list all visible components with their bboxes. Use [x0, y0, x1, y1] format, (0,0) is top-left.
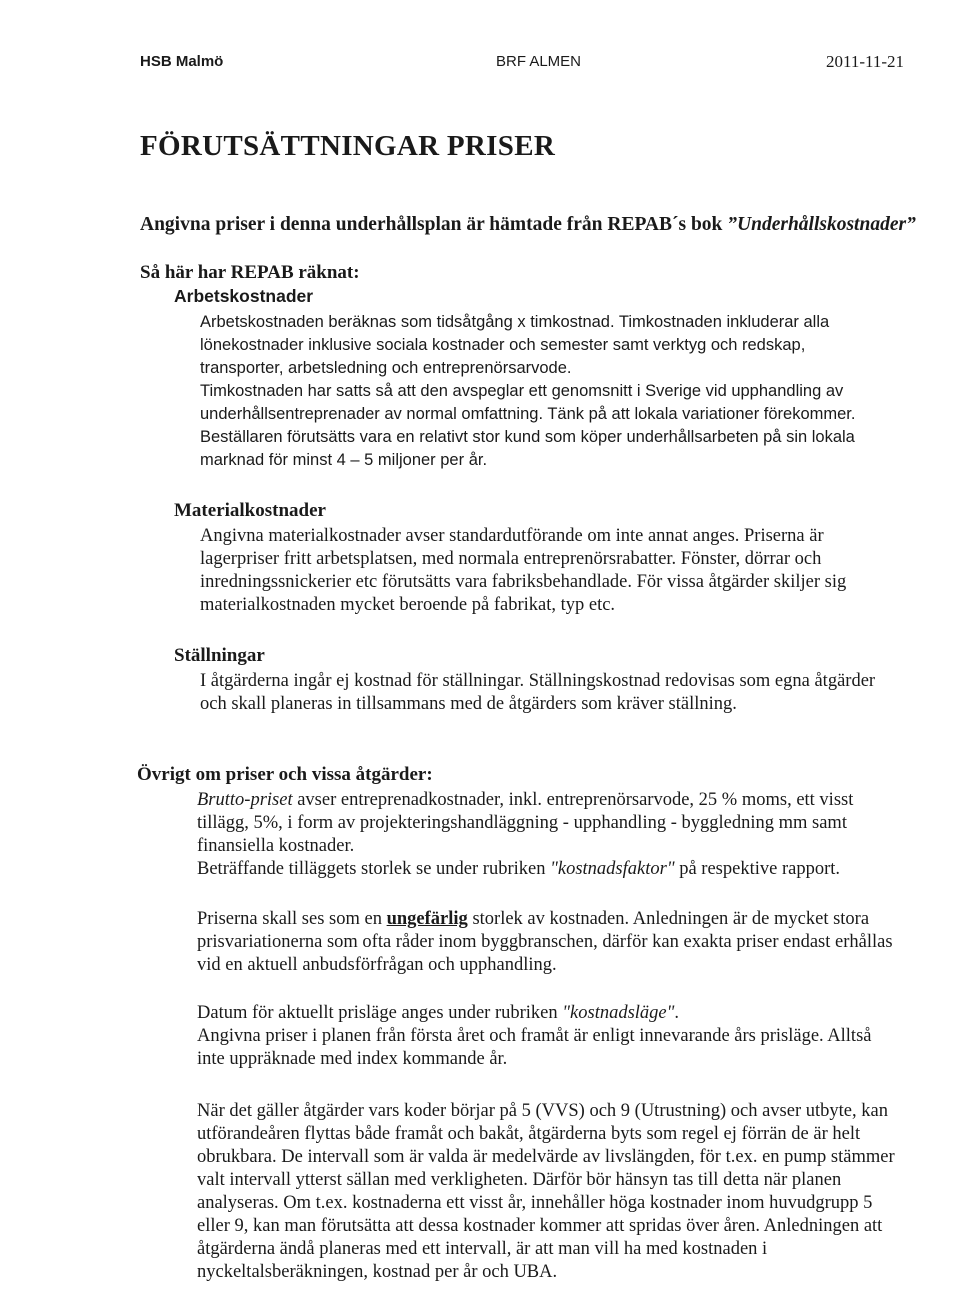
labor-line: marknad för minst 4 – 5 miljoner per år.	[200, 451, 488, 469]
gross-line: finansiella kostnader.	[197, 836, 355, 856]
replacement-line: eller 9, kan man förutsätta att dessa kostnader kommer att spridas över åren. Anledningen att	[197, 1216, 883, 1236]
lead-sentence	[140, 214, 916, 236]
kostnadslage-term: "kostnadsläge"	[562, 1003, 675, 1023]
lead-text: Angivna priser i denna underhållsplan är hämtade från REPAB´s bok	[140, 214, 728, 235]
header-date: 2011-11-21	[826, 52, 905, 71]
pricelevel-line: Datum för aktuellt prisläge anges under rubriken "kostnadsläge".	[197, 1003, 680, 1023]
pricelevel-paragraph	[197, 1002, 871, 1071]
material-line: Angivna materialkostnader avser standardutförande om inte annat anges. Priserna är	[200, 526, 824, 546]
replacement-line: När det gäller åtgärder vars koder börjar på 5 (VVS) och 9 (Utrustning) och avser utbyte, kan	[197, 1101, 888, 1121]
replacement-line: nyckeltalsberäkningen, kostnad per år och UBA.	[197, 1262, 558, 1282]
gross-line: Brutto-priset avser entreprenadkostnader, inkl. entreprenörsarvode, 25 % moms, ett visst	[197, 790, 854, 810]
material-line: lagerpriser fritt arbetsplatsen, med normala entreprenörsrabatter. Fönster, dörrar och	[200, 549, 822, 569]
scaffolding-line: och skall planeras in tillsammans med de åtgärders som kräver ställning.	[200, 694, 737, 714]
replacement-paragraph	[197, 1100, 895, 1284]
labor-line: Beställaren förutsätts vara en relativt stor kund som köper underhållsarbeten på sin lokala	[200, 428, 855, 446]
pricelevel-line: inte uppräknade med index kommande år.	[197, 1049, 508, 1069]
gross-line: Beträffande tilläggets storlek se under rubriken "kostnadsfaktor" på respektive rapport.	[197, 859, 841, 879]
replacement-line: utförandeåren flyttas både framåt och bakåt, åtgärderna byts som regel ej förrän de är helt	[197, 1124, 861, 1144]
method-heading: Så här har REPAB räknat:	[140, 262, 360, 283]
kostnadsfaktor-term: "kostnadsfaktor"	[550, 859, 675, 879]
labor-heading: Arbetskostnader	[174, 286, 314, 306]
scaffolding-heading: Ställningar	[174, 645, 265, 666]
labor-line: lönekostnader inklusive sociala kostnader och semester samt verktyg och redskap,	[200, 336, 806, 354]
other-heading: Övrigt om priser och vissa åtgärder:	[137, 764, 433, 785]
header-association: BRF ALMEN	[496, 53, 582, 70]
replacement-line: åtgärderna ändå planeras med ett intervall, är att man vill ha med kostnaden i	[197, 1239, 768, 1259]
labor-line: Arbetskostnaden beräknas som tidsåtgång x timkostnad. Timkostnaden inkluderar alla	[200, 313, 830, 331]
material-paragraph	[200, 525, 846, 617]
material-line: materialkostnaden mycket beroende på fabrikat, typ etc.	[200, 595, 616, 615]
gross-paragraph	[197, 789, 853, 881]
pricelevel-line: Angivna priser i planen från första året och framåt är enligt innevarande års prisläge. Alltså	[197, 1026, 872, 1046]
page-title: FÖRUTSÄTTNINGAR PRISER	[140, 130, 556, 162]
replacement-line: analyseras. Om t.ex. kostnaderna ett visst år, innehåller höga kostnader inom huvudgrupp 5	[197, 1193, 873, 1213]
replacement-line: valt intervall ytterst sällan med verkligheten. Därför bör hänsyn tas till detta när planen	[197, 1170, 842, 1190]
gross-line: tillägg, 5%, i form av projekteringshandläggning - upphandling - byggledning mm samt	[197, 813, 847, 833]
approx-line: prisvariationerna som ofta råder inom byggbranschen, därför kan exakta priser endast erhållas	[197, 932, 893, 952]
ungefarlig-emphasis: ungefärlig	[386, 909, 468, 929]
labor-line: transporter, arbetsledning och entreprenörsarvode.	[200, 359, 572, 377]
material-heading: Materialkostnader	[174, 500, 326, 521]
labor-line: underhållsentreprenader av normal omfattning. Tänk på att lokala variationer förekommer.	[200, 405, 856, 423]
approx-line: Priserna skall ses som en ungefärlig storlek av kostnaden. Anledningen är de mycket stora	[197, 909, 870, 929]
labor-paragraph	[200, 311, 855, 472]
scaffolding-paragraph	[200, 670, 875, 716]
gross-term: Brutto-priset	[197, 790, 293, 810]
labor-line: Timkostnaden har satts så att den avspeglar ett genomsnitt i Sverige vid upphandling av	[200, 382, 844, 400]
approx-line: vid en aktuell anbudsförfrågan och upphandling.	[197, 955, 557, 975]
approx-paragraph	[197, 908, 893, 977]
material-line: inredningssnickerier etc förutsätts vara fabriksbehandlade. För vissa åtgärder skiljer sig	[200, 572, 847, 592]
book-title: ”Underhållskostnader”	[727, 214, 916, 235]
scaffolding-line: I åtgärderna ingår ej kostnad för ställningar. Ställningskostnad redovisas som egna åtgärder	[200, 671, 876, 691]
replacement-line: obrukbara. De intervall som är valda är medelvärde av livslängden, för t.ex. en pump stämmer	[197, 1147, 895, 1167]
header-org: HSB Malmö	[140, 53, 224, 70]
